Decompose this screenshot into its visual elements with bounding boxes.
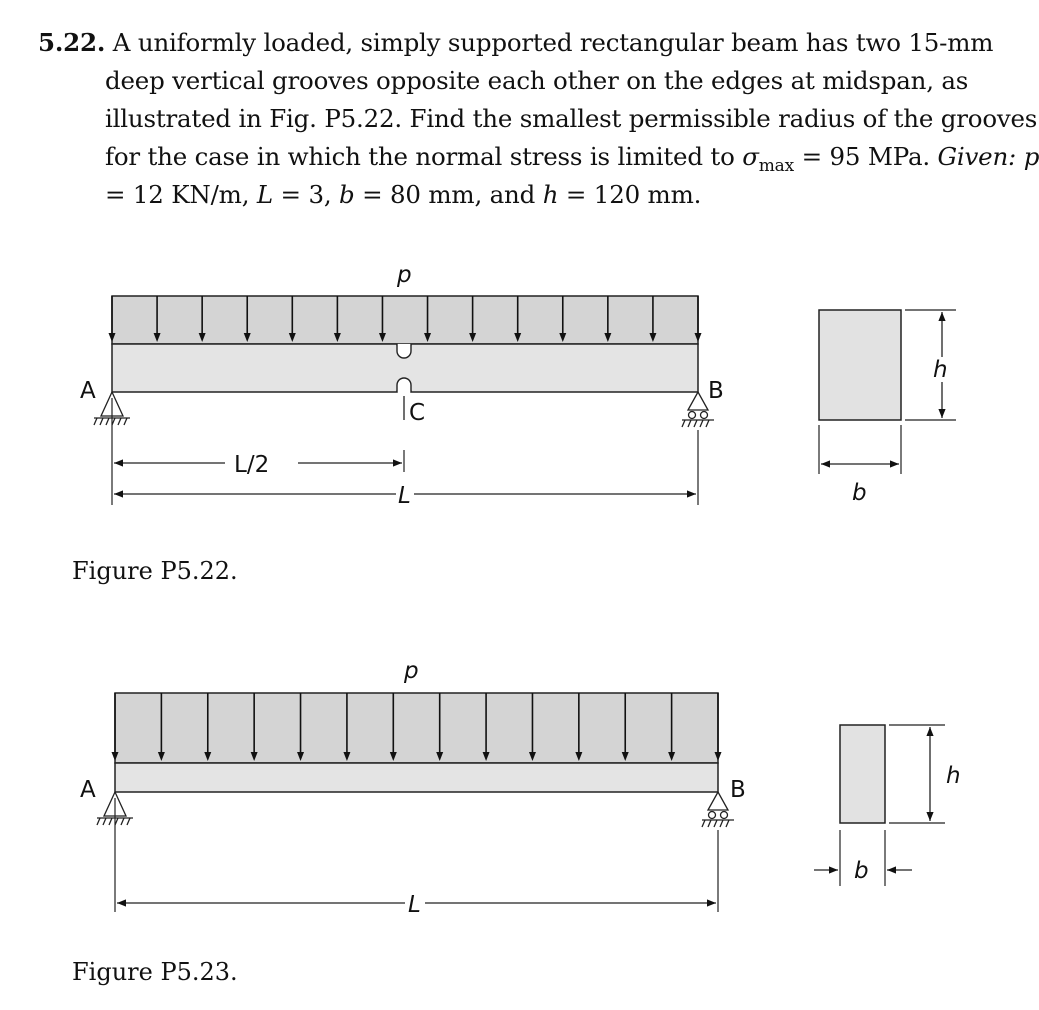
- given-label: Given:: [937, 142, 1017, 171]
- figure-p5-22: [0, 250, 1024, 530]
- load-label: p: [397, 262, 412, 288]
- problem-number: 5.22.: [38, 28, 106, 57]
- cross-section: [819, 310, 901, 420]
- point-c-label: C: [409, 400, 426, 426]
- figure-caption-1: Figure P5.22.: [72, 557, 238, 585]
- problem-text-5b: = 3,: [272, 180, 340, 209]
- span-label-2: L: [408, 892, 421, 918]
- figure-caption-2: Figure P5.23.: [72, 958, 238, 986]
- cross-section-2: [840, 725, 885, 823]
- figure-p5-23: [0, 645, 1024, 918]
- p-variable: p: [1016, 142, 1039, 171]
- sigma-symbol: σ: [742, 142, 759, 171]
- beam-2: [115, 763, 718, 792]
- support-a-label: A: [80, 378, 96, 404]
- top-groove: [397, 344, 411, 358]
- problem-text-4a: for the case in which the normal stress is limited to: [105, 142, 743, 171]
- problem-text-5c: = 80 mm, and: [354, 180, 543, 209]
- problem-line-4: [38, 138, 1039, 176]
- h-variable: h: [542, 180, 559, 209]
- L-variable: L: [256, 180, 273, 209]
- load-label-2: p: [404, 658, 419, 684]
- problem-text-5d: = 120 mm.: [558, 180, 702, 209]
- support-b-label-2: B: [730, 777, 746, 803]
- problem-text-4b: = 95 MPa.: [794, 142, 938, 171]
- height-label-2: h: [946, 763, 961, 789]
- span-label: L: [398, 483, 411, 509]
- problem-line-1: [38, 24, 1010, 62]
- support-b-label: B: [708, 378, 724, 404]
- problem-text-1: A uniformly loaded, simply supported rectangular beam has two 15-mm: [105, 28, 994, 57]
- height-label: h: [933, 357, 948, 383]
- sigma-subscript: max: [758, 156, 794, 176]
- problem-line-2: deep vertical grooves opposite each other on the edges at midspan, as: [105, 66, 969, 95]
- bottom-groove: [397, 378, 411, 392]
- b-variable: b: [339, 180, 355, 209]
- half-span-label: L/2: [234, 452, 270, 478]
- problem-text-5a: = 12 KN/m,: [105, 180, 257, 209]
- width-label-2: b: [854, 858, 869, 884]
- problem-line-5: [38, 176, 1010, 214]
- problem-statement: [38, 24, 1039, 214]
- support-a-label-2: A: [80, 777, 96, 803]
- problem-line-3: illustrated in Fig. P5.22. Find the smallest permissible radius of the grooves: [105, 104, 1038, 133]
- width-label: b: [852, 480, 867, 506]
- distributed-load-block: [112, 296, 698, 344]
